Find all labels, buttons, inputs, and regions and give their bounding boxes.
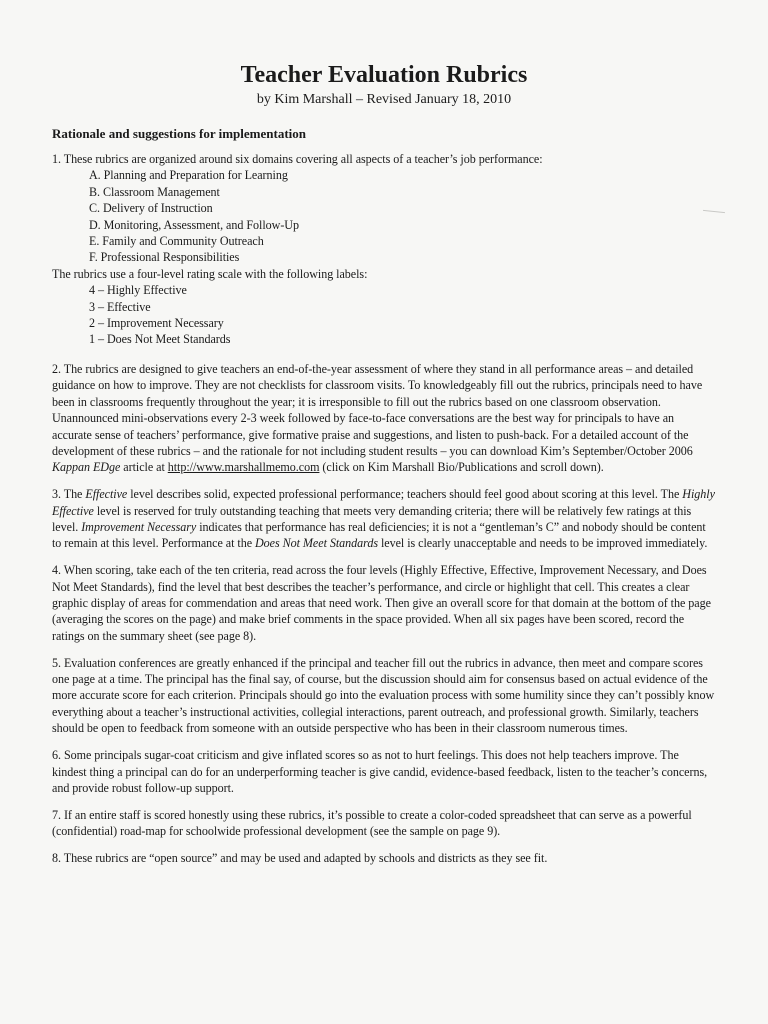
rating-scale-intro: The rubrics use a four-level rating scale with the following labels:: [52, 266, 368, 281]
document-title: Teacher Evaluation Rubrics: [240, 62, 528, 88]
domain-item: F. Professional Responsibilities: [89, 250, 240, 265]
domain-item: B. Classroom Management: [89, 184, 220, 199]
domain-list: [52, 167, 716, 265]
paragraph-4: 4. When scoring, take each of the ten criteria, read across the four levels (Highly Effective, Effective, Improvement Necessary, and Does Not Meet Standards), find the level that best describes the teacher’s performance, and circle or highlight that cell. This creates a clear graphic display of areas for commendation and areas that need work. Then give an overall score for that domain at the bottom of the page (averaging the scores on the page) and make brief comments in the space provided. When all six pages have been scored, record the ratings on the summary sheet (see page 8).: [52, 563, 711, 643]
marshallmemo-link[interactable]: http://www.marshallmemo.com: [167, 460, 320, 475]
domain-item: A. Planning and Preparation for Learning: [89, 168, 288, 183]
domain-item: C. Delivery of Instruction: [89, 201, 213, 216]
paragraph-2: 2. The rubrics are designed to give teachers an end-of-the-year assessment of where they stand in all performance areas – and detailed guidance on how to improve. They are not checklists for classroom visits. To knowledgeably fill out the rubrics, principals need to have been in classrooms frequently throughout the year; it is irresponsible to fill out the rubrics based on one classroom observation. Unannounced mini-observations every 2-3 week followed by face-to-face conversations are the best way for principals to have an accurate sense of teachers’ performance, give formative praise and suggestions, and listen to push-back. For a detailed account of the development of these rubrics – and the rationale for not including student results – you can download Kim’s September/October 2006 Kappan EDge article at http://www.marshallmemo.com (click on Kim Marshall Bio/Publications and scroll down).: [52, 362, 703, 475]
paragraph-8: 8. These rubrics are “open source” and may be used and adapted by schools and districts as they see fit.: [52, 850, 548, 865]
domain-item: E. Family and Community Outreach: [89, 234, 264, 249]
paragraph-1: [52, 151, 716, 348]
paragraph-5: 5. Evaluation conferences are greatly enhanced if the principal and teacher fill out the rubrics in advance, then meet and compare scores one page at a time. The principal has the final say, of course, but the discussion should aim for consensus based on actual evidence of the more accurate score for each criterion. Principals should go into the evaluation process with some humility since they can’t possibly know everything about a teacher’s instructional activities, collegial interactions, parent outreach, and professional growth. Similarly, teachers should be open to feedback from someone with an outside perspective who has been in their classroom numerous times.: [52, 655, 715, 736]
document-subtitle: by Kim Marshall – Revised January 18, 2010: [256, 92, 512, 107]
rating-level-list: [52, 282, 716, 348]
rating-level-item: 3 – Effective: [89, 299, 151, 314]
kappan-edge-title: Kappan EDge: [52, 460, 121, 475]
domain-item: D. Monitoring, Assessment, and Follow-Up: [89, 217, 299, 232]
paragraph-3: 3. The Effective level describes solid, expected professional performance; teachers should feel good about scoring at this level. The Highly Effective level is reserved for truly outstanding teaching that meets very demanding criteria; there will be relatively few ratings at this level. Improvement Necessary indicates that performance has real deficiencies; it is not a “gentleman’s C” and nobody should be content to remain at this level. Performance at the Does Not Meet Standards level is clearly unacceptable and needs to be improved immediately.: [52, 487, 715, 551]
paragraph-7: 7. If an entire staff is scored honestly using these rubrics, it’s possible to create a color-coded spreadsheet that can serve as a powerful (confidential) road-map for schoolwide professional development (see the sample on page 9).: [52, 807, 692, 839]
rating-level-item: 4 – Highly Effective: [89, 283, 187, 298]
paragraphs-2-to-8: [52, 361, 716, 877]
paragraph-1-lead: 1. These rubrics are organized around six domains covering all aspects of a teacher’s job performance:: [52, 152, 543, 166]
paragraph-6: 6. Some principals sugar-coat criticism and give inflated scores so as not to hurt feelings. This does not help teachers improve. The kindest thing a principal can do for an underperforming teacher is give candid, evidence-based feedback, listen to the teacher’s concerns, and provide robust follow-up support.: [52, 748, 708, 795]
rating-level-item: 1 – Does Not Meet Standards: [89, 332, 231, 347]
rating-level-item: 2 – Improvement Necessary: [89, 316, 224, 331]
section-heading: Rationale and suggestions for implementation: [52, 126, 306, 141]
